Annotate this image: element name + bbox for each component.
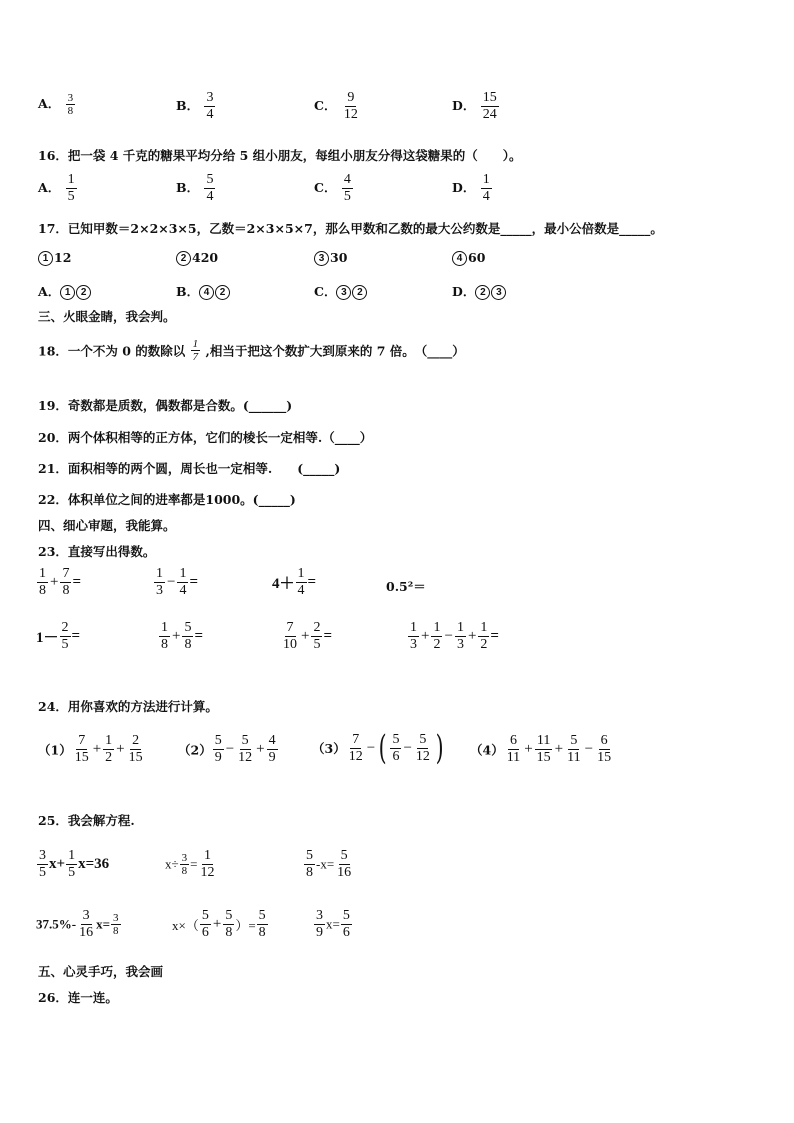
circled-number: 4	[199, 285, 214, 300]
circled-number: 1	[60, 285, 75, 300]
fraction: $\frac{1}{2}$	[480, 620, 488, 652]
fraction: $\frac{5}{8}$	[225, 908, 233, 940]
fraction: $\frac{6}{11}$	[506, 733, 521, 765]
circled-number: 3	[314, 251, 329, 266]
q16-option-c	[314, 172, 354, 205]
q23-title: 23．直接写出得数。	[38, 544, 156, 559]
q17-choice-4: 4 60	[452, 250, 485, 266]
fraction: $\frac{7}{15}$	[74, 733, 89, 765]
fraction: $\frac{5}{6}$	[392, 731, 400, 764]
fraction-one-seventh: $\frac{1}{7}$	[192, 338, 199, 363]
option-label: B．	[176, 180, 200, 195]
q15-option-d	[452, 90, 500, 123]
fraction: $\frac{4}{9}$	[268, 733, 276, 765]
section-3-heading: 三、火眼金睛，我会判。	[38, 309, 176, 324]
fraction: $\frac{5}{4}$	[206, 172, 214, 204]
q25-title: 25．我会解方程.	[38, 813, 135, 828]
q24-expr-1: （1） $\frac{7}{15}$ + $\frac{1}{2}$ + $\frac{2}{15}$	[38, 733, 143, 765]
q23-expr-3: 4＋ $\frac{1}{4}$ =	[272, 566, 317, 598]
q19: 19．奇数都是质数，偶数都是合数。(______)	[38, 398, 293, 413]
circled-number: 2	[215, 285, 230, 300]
fraction: $\frac{6}{15}$	[597, 733, 612, 765]
fraction: $\frac{2}{5}$	[313, 620, 321, 652]
q23-expr-1: $\frac{1}{8}$ + $\frac{7}{8}$ =	[39, 566, 82, 598]
fraction: $\frac{1}{2}$	[105, 733, 113, 765]
q26: 26．连一连。	[38, 990, 118, 1005]
q18: 18．一个不为 0 的数除以 $\frac{1}{7}$ ,相当于把这个数扩大到原来的 7 倍。 （____）	[38, 338, 465, 363]
q16-text: 16．把一袋 4 千克的糖果平均分给 5 组小朋友，每组小朋友分得这袋糖果的（ ）。	[38, 148, 522, 163]
option-label: D．	[452, 180, 476, 195]
q23-expr-6: $\frac{1}{8}$ + $\frac{5}{8}$ =	[161, 620, 204, 652]
circled-number: 4	[452, 251, 467, 266]
fraction: $\frac{1}{3}$	[156, 566, 163, 598]
fraction: $\frac{4}{5}$	[343, 172, 351, 204]
q17-text: 17．已知甲数＝2×2×3×5，乙数＝2×3×5×7，那么甲数和乙数的最大公约数是_____，最小公倍数是_____。	[38, 221, 663, 236]
option-label: D．	[452, 98, 476, 113]
q17-option-a: A． 1 2	[38, 282, 92, 300]
circled-number: 2	[352, 285, 367, 300]
fraction: $\frac{1}{8}$	[161, 620, 168, 652]
q16-option-b	[176, 172, 216, 205]
q17-choice-1: 1 12	[38, 250, 71, 266]
fraction: $\frac{1}{12}$	[200, 848, 215, 880]
fraction: $\frac{1}{2}$	[433, 620, 441, 652]
circled-number: 3	[336, 285, 351, 300]
q24-expr-2: （2） $\frac{5}{9}$ − $\frac{5}{12}$ + $\frac{4}{9}$	[178, 733, 276, 765]
fraction: $\frac{2}{5}$	[61, 620, 69, 652]
fraction: $\frac{5}{6}$	[342, 908, 350, 940]
q24-expr-3: （3） $\frac{7}{12}$ − ( $\frac{5}{6}$ − $\frac{5}{12}$ )	[312, 728, 444, 768]
q17-option-b: B． 4 2	[176, 282, 231, 300]
fraction: $\frac{7}{12}$	[348, 731, 363, 764]
option-label: B．	[176, 98, 200, 113]
fraction: $\frac{1}{4}$	[297, 566, 305, 598]
q25-eq-5: x×（ $\frac{5}{6}$ + $\frac{5}{8}$ ）= $\frac{5}{8}$	[172, 908, 266, 940]
fraction: $\frac{1}{3}$	[410, 620, 417, 652]
fraction: $\frac{3}{8}$	[113, 912, 119, 937]
q17-option-c: C． 3 2	[314, 282, 368, 300]
circled-number: 3	[491, 285, 506, 300]
fraction: $\frac{5}{8}$	[258, 908, 266, 940]
q17-option-d: D． 2 3	[452, 282, 507, 300]
fraction: $\frac{5}{11}$	[567, 733, 581, 765]
fraction: $\frac{3}{16}$	[79, 908, 94, 940]
fraction: $\frac{1}{8}$	[39, 566, 46, 598]
q16-option-d	[452, 172, 493, 205]
fraction: $\frac{2}{15}$	[128, 733, 143, 765]
fraction: $\frac{1}{4}$	[179, 566, 187, 598]
q15-option-c	[314, 90, 361, 123]
q24-title: 24．用你喜欢的方法进行计算。	[38, 699, 218, 714]
circled-number: 2	[475, 285, 490, 300]
option-label: A．	[38, 96, 61, 111]
fraction: $\frac{1}{5}$	[68, 848, 76, 880]
q16-option-a	[38, 172, 78, 205]
fraction: $\frac{1}{4}$	[482, 172, 490, 204]
fraction: $\frac{5}{12}$	[415, 731, 430, 764]
q23-expr-8: $\frac{1}{3}$ + $\frac{1}{2}$ − $\frac{1}{3}$ + $\frac{1}{2}$ =	[410, 620, 499, 652]
q15-option-a	[38, 92, 76, 117]
option-label: C．	[314, 180, 337, 195]
fraction: $\frac{11}{15}$	[536, 733, 551, 765]
fraction: $\frac{1}{5}$	[67, 172, 75, 204]
fraction: $\frac{1}{3}$	[456, 620, 464, 652]
option-label: C．	[314, 98, 337, 113]
circled-number: 2	[76, 285, 91, 300]
q21: 21．面积相等的两个圆，周长也一定相等. (_____)	[38, 461, 341, 476]
q15-option-b	[176, 90, 216, 123]
fraction: $\frac{7}{8}$	[62, 566, 70, 598]
fraction: $\frac{5}{6}$	[201, 908, 209, 940]
fraction: $\frac{3}{9}$	[316, 908, 323, 940]
q23-expr-2: $\frac{1}{3}$ − $\frac{1}{4}$ =	[156, 566, 199, 598]
circled-number: 1	[38, 251, 53, 266]
fraction: $\frac{5}{8}$	[184, 620, 192, 652]
q17-choice-3: 3 30	[314, 250, 347, 266]
fraction: $\frac{5}{16}$	[337, 848, 352, 880]
q20: 20．两个体积相等的正方体，它们的棱长一定相等.（____）	[38, 430, 373, 445]
fraction: $\frac{3}{5}$	[39, 848, 46, 880]
fraction: $\frac{15}{24}$	[482, 90, 497, 122]
fraction: $\frac{3}{4}$	[206, 90, 214, 122]
q17-choice-2: 2 420	[176, 250, 218, 266]
fraction: $\frac{9}{12}$	[343, 90, 358, 122]
fraction: $\frac{3}{8}$	[67, 92, 74, 117]
section-4-heading: 四、细心审题，我能算。	[38, 518, 176, 533]
q24-expr-4: （4） $\frac{6}{11}$ + $\frac{11}{15}$ + $\frac{5}{11}$ − $\frac{6}{15}$	[470, 733, 612, 765]
fraction: $\frac{5}{12}$	[238, 733, 253, 765]
option-label: A．	[38, 180, 61, 195]
fraction: $\frac{3}{8}$	[181, 852, 188, 877]
q25-eq-1: $\frac{3}{5}$ x+ $\frac{1}{5}$ x=36	[39, 848, 110, 880]
fraction: $\frac{5}{8}$	[306, 848, 313, 880]
q25-eq-6: $\frac{3}{9}$ x= $\frac{5}{6}$	[316, 908, 350, 940]
fraction: $\frac{7}{10}$	[283, 620, 297, 652]
q22: 22．体积单位之间的进率都是1000。(_____)	[38, 492, 296, 507]
q25-eq-2: x÷ $\frac{3}{8}$ = $\frac{1}{12}$	[165, 848, 215, 880]
q25-eq-4: 37.5%- $\frac{3}{16}$ x= $\frac{3}{8}$	[36, 908, 119, 940]
q23-expr-4: 0.5²＝	[386, 579, 426, 594]
fraction: $\frac{5}{9}$	[214, 733, 222, 765]
circled-number: 2	[176, 251, 191, 266]
section-5-heading: 五、心灵手巧，我会画	[38, 964, 164, 979]
q23-expr-7: $\frac{7}{10}$ + $\frac{2}{5}$ =	[283, 620, 333, 652]
q25-eq-3: $\frac{5}{8}$ -x= $\frac{5}{16}$	[306, 848, 352, 880]
q23-expr-5: 1－ $\frac{2}{5}$ =	[36, 620, 81, 652]
